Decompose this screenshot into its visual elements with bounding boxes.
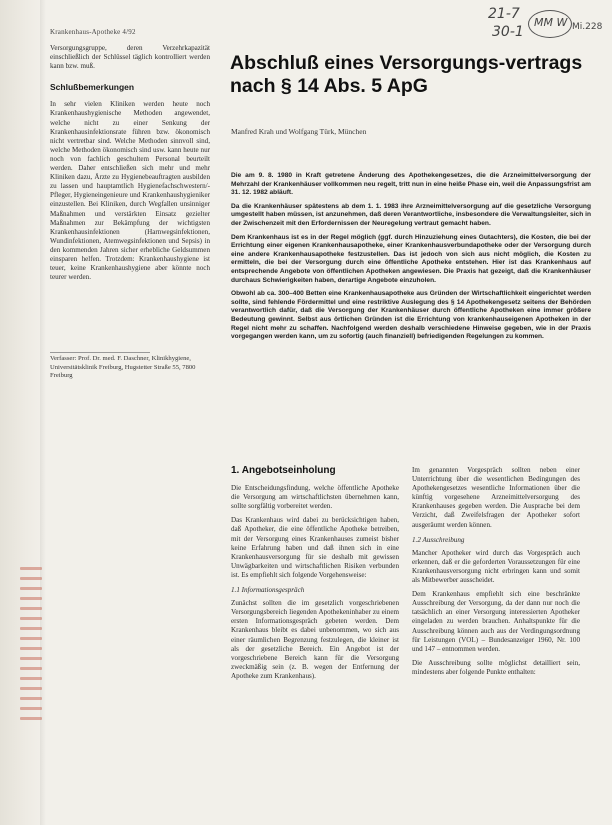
margin-marks (20, 560, 42, 760)
journal-reference: Krankenhaus-Apotheke 4/92 (50, 28, 136, 36)
author-note (50, 352, 196, 380)
lead-paragraph: Dem Krankenhaus ist es in der Regel möglich (ggf. durch Hinzuziehung eines Gutachters), die Kosten, die bei der Errichtung einer eigenen Krankenhausapotheke, einer Krankenhausverbundapotheke oder der Versorgung durch eine andere Krankenhausapotheke festzustellen. Das ist jedoch von sich aus nicht möglich, die Kosten zu ermitteln, die bei der Versorgung durch eine öffentliche Apotheke entstehen. Hier ist das Krankenhaus auf entsprechende Angebote von öffentlichen Apotheken angewiesen. Die Praxis hat gezeigt, daß die Krankenhäuser durchaus Schwierigkeiten haben, derartige Angebote einzuholen. (231, 233, 591, 284)
section-paragraph: Die Ausschreibung sollte möglichst detailliert sein, mindestens aber folgende Punkte enthalten: (412, 658, 580, 676)
author-note-text: Verfasser: Prof. Dr. med. F. Daschner, Klinikhygiene, Universitätsklinik Freiburg, Hugstetter Straße 55, 7800 Freiburg (50, 355, 196, 380)
section-column-1 (231, 466, 399, 686)
article-lead (231, 172, 591, 347)
subsection-heading: 1.1 Informationsgespräch (231, 586, 305, 595)
left-column (50, 44, 210, 380)
section-paragraph: Im genannten Vorgespräch sollten neben einer Unterrichtung über die wesentlichen Bedingungen des Apothekengesetzes wesentliche Informationen über die künftig vorgesehene Arzneimittelversorgung des Krankenhauses gegeben werden. Die Ausprache bei dem Verzicht, daß Zweifelsfragen der Apotheker sofort ausgeräumt werden können. (412, 466, 580, 529)
stamp-line-1: 21-7 (488, 6, 520, 22)
stamp-line-2: 30-1 (492, 24, 524, 40)
handwritten-stamp (486, 4, 606, 48)
section-paragraph: Die Entscheidungsfindung, welche öffentliche Apotheke die Versorgung am wirtschaftlichsten übernehmen kann, sollte sorgfältig vorbereitet werden. (231, 484, 399, 511)
lead-paragraph: Die am 9. 8. 1980 in Kraft getretene Änderung des Apothekengesetzes, die die Arzneimittelversorgung der Mehrzahl der Krankenhäuser vollkommen neu regelt, tritt nun in eine heiße Phase ein, weil die Anpassungsfrist am 31. 12. 1982 abläuft. (231, 172, 591, 197)
stamp-suffix: Mi.228 (572, 22, 603, 32)
stamp-oval-text: MM W (534, 16, 568, 29)
lead-paragraph: Da die Krankenhäuser spätestens ab dem 1. 1. 1983 ihre Arzneimittelversorgung auf die gesetzliche Versorgung umgestellt haben müssen, ist anzunehmen, daß deren Verantwortliche, insbesondere die Verwaltungsleiter, sich in der Zwischenzeit mit den Erfordernissen der Neuregelung vertraut gemacht haben. (231, 202, 591, 227)
section-heading: 1. Angebotseinholung (231, 465, 336, 476)
left-body: In sehr vielen Kliniken werden heute noch Krankenhaushygienische Methoden angewendet, welche nicht zu einer Senkung der Krankenhausinfektionsrate führen bzw. ökonomisch nicht vertretbar sind. Welche Methoden sinnvoll sind, welche Methoden ökonomisch sind usw. kann heute nur noch von fachlich geschultem Personal beurteilt werden. Daher entschließen sich mehr und mehr Kliniken dazu, Ärzte zu Hygienebeauftragten ausbilden zu lassen und hauptamtlich Hygienefachschwestern/-Pfleger, Hygieneingenieure und Krankenhaushygieniker einzustellen. Bei Kliniken, durch Wegfallen unsinniger Maßnahmen und verstärkten Einsatz gezielter Maßnahmen zur Bekämpfung der wichtigsten Krankenhausinfektionen (Harnwegsinfektionen, Wundinfektionen, Atemwegsinfektionen und Sepsis) in den kommenden Jahren sicher erhebliche Geldsummen einsparen helfen. Trotzdem: Krankenhaushygiene ist teuer, keine Krankenhaushygiene aber könnte noch teurer werden. (50, 100, 210, 282)
section-column-2 (412, 466, 580, 682)
lead-paragraph: Obwohl ab ca. 300–400 Betten eine Krankenhausapotheke aus Gründen der Wirtschaftlichkeit eingerichtet werden sollte, sind fehlende Fördermittel und eine restriktive Auslegung des § 14 Apothekengesetz seitens der Behörden verantwortlich dafür, daß die Versorgung der Krankenhäuser durch öffentliche Apotheken eine immer größere Bedeutung gewinnt. Selbst aus örtlichen Gründen ist die Errichtung von krankenhauseigenen Apotheken in der Regel nicht mehr zu schaffen. Nachfolgend werden deshalb verschiedene Hinweise gegeben, wie in der Praxis vorgegangen werden kann, um zu sofortig (auch finanziell) befriedigenden Regelungen zu kommen. (231, 290, 591, 341)
article-authors: Manfred Krah und Wolfgang Türk, München (231, 127, 367, 136)
section-paragraph: Zunächst sollten die im gesetzlich vorgeschriebenen Versorgungsbereich liegenden Apothekeninhaber zu einem ersten Informationsgespräch gebeten werden. Dem Krankenhaus bleibt es dabei unbenommen, wo sich aus einer räumlichen Begrenzung festzulegen, die kleiner ist als der gesetzliche Bereich. Ein Angebot ist der vorgeschriebene Bereich kann für die Versorgung zweckmäßig sein (z. B. wegen der Entfernung der Apotheke zum Krankenhaus). (231, 599, 399, 680)
section-paragraph: Dem Krankenhaus empfiehlt sich eine beschränkte Ausschreibung der Versorgung, da der dann nur noch die tatsächlich an einer Versorgung interessierten Apotheker eingeladen zu werden brauchen. Anhaltspunkte für die Ausschreibung können auch aus der Verdingungsordnung für Leistungen (VOL) – Bundesanzeiger 1960, Nr. 100 und 147 – entnommen werden. (412, 590, 580, 653)
left-heading: Schlußbemerkungen (50, 82, 135, 93)
section-paragraph: Mancher Apotheker wird durch das Vorgespräch auch erkennen, daß er die geforderten Voraussetzungen für eine Krankenhausversorgung nicht erbringen kann und somit als Mitbewerber ausscheidet. (412, 548, 580, 585)
article-title: Abschluß eines Versorgungs-vertrags nach § 14 Abs. 5 ApG (230, 52, 583, 97)
left-top-text: Versorgungsgruppe, deren Verzehrkapazität einschließlich der Schlüssel täglich kontrolliert werden kann bzw. muß. (50, 44, 210, 71)
subsection-heading: 1.2 Ausschreibung (412, 535, 465, 544)
section-paragraph: Das Krankenhaus wird dabei zu berücksichtigen haben, daß Apotheker, die eine öffentliche Apotheke betreiben, mit der Versorgung eines Krankenhauses zumeist bisher keine Erfahrung haben und daß ihnen sich in eine Krankenhausversorgung für sie deshalb mit gewissen Unwägbarkeiten und wirtschaftlichen Risiken verbunden ist. Es empfiehlt sich folgende Vorgehensweise: (231, 516, 399, 579)
